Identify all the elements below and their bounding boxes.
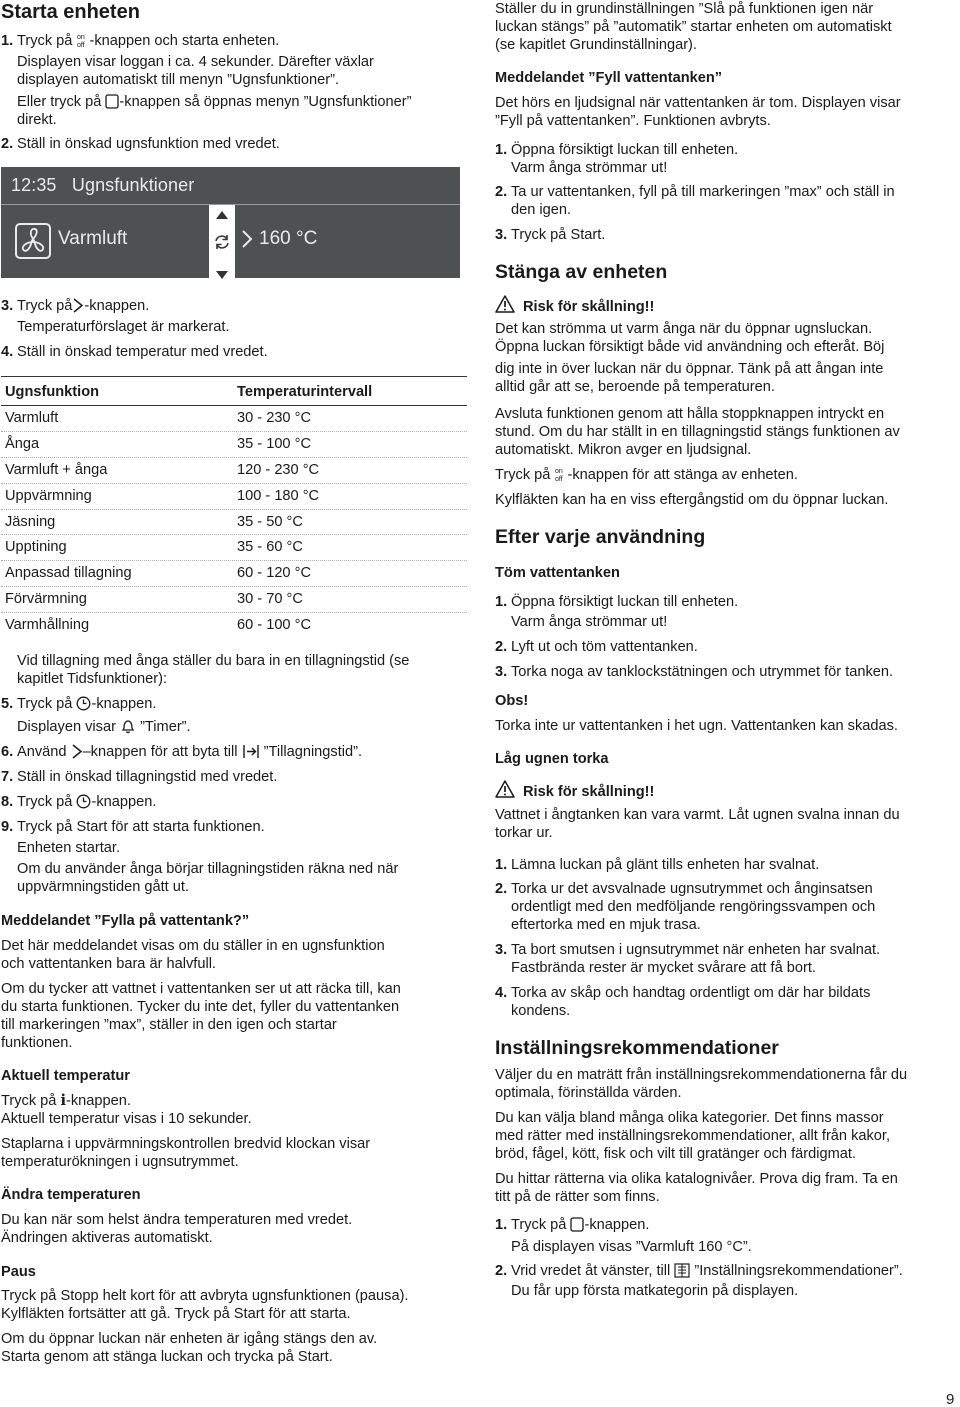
display-temperature: 160 °C: [259, 228, 318, 249]
step-number: 1.: [1, 33, 14, 49]
step-1-line: Eller tryck på -knappen så öppnas menyn ”Ugnsfunktioner”: [17, 93, 411, 114]
svg-text:off: off: [77, 42, 86, 48]
display-temperature-cell[interactable]: [235, 205, 460, 278]
paragraph-line: Det hörs en ljudsignal när vattentanken är tom. Displayen visar: [495, 95, 901, 111]
empty-step-1: 1. Öppna försiktigt luckan till enheten.: [495, 594, 739, 610]
paragraph-line: Vattnet i ångtanken kan vara varmt. Låt ugnen svalna innan du: [495, 807, 900, 823]
svg-text:on: on: [555, 468, 564, 475]
recipe-book-icon: [674, 1263, 690, 1283]
step-5: 5. Tryck på -knappen.: [1, 695, 467, 716]
step-3-line: Temperaturförslaget är markerat.: [17, 319, 230, 335]
paragraph-line: Tryck på Stopp helt kort för att avbryta ugnsfunktionen (pausa).: [1, 1288, 409, 1304]
square-menu-icon: [105, 94, 119, 114]
table-row: Varmluft 30 - 230 °C: [1, 406, 467, 432]
paragraph-line: Väljer du en maträtt från inställningsrekommendationerna får du: [495, 1067, 908, 1083]
empty-step-3: 3. Torka noga av tanklockstätningen och utrymmet för tanken.: [495, 664, 894, 680]
paragraph-line: Tryck på i-knappen.: [1, 1092, 131, 1109]
display-menu-title: Ugnsfunktioner: [71, 175, 195, 195]
paragraph-line: torkar ur.: [495, 825, 553, 841]
step-9: 9. Tryck på Start för att starta funktionen.: [1, 819, 265, 835]
step-9-line: Om du använder ånga börjar tillagningstiden räkna ned när: [17, 861, 399, 877]
paragraph-line: Om du öppnar luckan när enheten är igång stängs den av.: [1, 1331, 378, 1347]
chevron-right-icon: [241, 229, 253, 254]
paragraph-line: Öppna luckan försiktigt både vid användning och efteråt. Böj: [495, 339, 885, 355]
table-row: Ånga 35 - 100 °C: [1, 432, 467, 458]
table-row: Varmhållning 60 - 100 °C: [5, 617, 311, 634]
square-menu-icon: [570, 1217, 584, 1237]
chevron-right-icon: [71, 744, 83, 764]
display-scroll-column[interactable]: [209, 205, 235, 278]
svg-text:on: on: [77, 34, 86, 41]
step-line: Varm ånga strömmar ut!: [511, 160, 668, 176]
clock-icon: [76, 794, 91, 814]
heading-fill-message: Meddelandet ”Fylla på vattentank?”: [1, 913, 250, 929]
paragraph-line: titt på de rätter som finns.: [495, 1189, 660, 1205]
step-line: ordentligt med den medföljande rengöringssvampen och: [511, 899, 876, 915]
paragraph-line: Torka inte ur vattentanken i het ugn. Vattentanken kan skadas.: [495, 718, 898, 734]
heading-current-temperature: Aktuell temperatur: [1, 1068, 130, 1084]
paragraph-line: optimala, förinställda värden.: [495, 1085, 682, 1101]
paragraph-line: Tryck på on off -knappen för att stänga av enheten.: [495, 466, 798, 487]
paragraph-line: stund. Om du har ställt in en tillagningstid stängs funktionen av: [495, 424, 900, 440]
display-header: [11, 174, 194, 196]
step-2: 2. Ställ in önskad ugnsfunktion med vredet.: [1, 136, 280, 152]
paragraph-line: Starta genom att stänga luckan och trycka på Start.: [1, 1349, 333, 1365]
step-1: 1. Tryck på on off -knappen och starta enheten.: [1, 32, 467, 53]
oven-display: [1, 167, 460, 278]
display-function-cell[interactable]: [1, 205, 209, 278]
table-row: Anpassad tillagning 60 - 120 °C: [1, 561, 467, 587]
paragraph-line: Avsluta funktionen genom att hålla stoppknappen intryckt en: [495, 406, 885, 422]
paragraph-line: och vattentanken bara är halvfull.: [1, 956, 216, 972]
section-title-after-use: Efter varje användning: [495, 526, 706, 548]
paragraph-line: Kylfläkten fortsätter att gå. Tryck på Start för att starta.: [1, 1306, 351, 1322]
paragraph-line: Ställer du in grundinställningen ”Slå på funktionen igen när: [495, 1, 874, 17]
step-4: 4. Ställ in önskad temperatur med vredet.: [1, 344, 268, 360]
paragraph-line: Du hittar rätterna via olika katalognivåer. Prova dig fram. Ta en: [495, 1171, 898, 1187]
step-1-line: displayen automatiskt till menyn ”Ugnsfunktioner”.: [17, 72, 340, 88]
table-row: Varmluft + ånga 120 - 230 °C: [1, 458, 467, 484]
fan-icon: [15, 223, 51, 264]
rec-step-2: 2. Vrid vredet åt vänster, till ”Inställningsrekommendationer”.: [495, 1262, 955, 1283]
step-3: 3. Tryck på -knappen.: [1, 297, 467, 318]
paragraph-line: luckan stängs” på ”automatik” startar enheten om automatiskt: [495, 19, 892, 35]
step-9-line: uppvärmningstiden gått ut.: [17, 879, 189, 895]
step-6: 6. Använd –knappen för att byta till ”Tillagningstid”.: [1, 743, 467, 764]
display-function-label: Varmluft: [58, 228, 128, 249]
table-header-cell: Ugnsfunktion: [5, 384, 100, 400]
step-1-line: Displayen visar loggan i ca. 4 sekunder. Därefter växlar: [17, 54, 374, 70]
paragraph-line: Det här meddelandet visas om du ställer in en ugnsfunktion: [1, 938, 385, 954]
display-time: 12:35: [11, 175, 57, 195]
paragraph-line: bröd, fågel, kött, fisk och vilt till gratänger och färdigmat.: [495, 1146, 856, 1162]
clock-icon: [76, 696, 91, 716]
section-title-start: Starta enheten: [1, 1, 140, 23]
fill-step-1: 1. Öppna försiktigt luckan till enheten.: [495, 142, 739, 158]
steam-note: Vid tillagning med ånga ställer du bara in en tillagningstid (se: [17, 653, 410, 669]
step-line: Varm ånga strömmar ut!: [511, 614, 668, 630]
warning-triangle-icon: [495, 780, 515, 803]
paragraph-line: Ändringen aktiveras automatiskt.: [1, 1230, 213, 1246]
paragraph-line: funktionen.: [1, 1035, 73, 1051]
warning-triangle-icon: [495, 295, 515, 318]
paragraph-line: alltid går att se, beroende på temperaturen.: [495, 379, 775, 395]
paragraph-line: Det kan strömma ut varm ånga när du öppnar ugnsluckan.: [495, 321, 873, 337]
svg-text:off: off: [555, 476, 564, 482]
paragraph-line: ”Fyll på vattentanken”. Funktionen avbryts.: [495, 113, 771, 129]
paragraph-line: Staplarna i uppvärmningskontrollen bredvid klockan visar: [1, 1136, 371, 1152]
paragraph-line: Du kan välja bland många olika kategorier. Det finns massor: [495, 1110, 884, 1126]
step-8: 8. Tryck på -knappen.: [1, 793, 467, 814]
paragraph-line: till markeringen ”max”, ställer in den igen och startar: [1, 1017, 337, 1033]
paragraph-line: Om du tycker att vattnet i vattentanken ser ut att räcka till, kan: [1, 981, 401, 997]
step-line: Fastbrända rester är mycket svårare att få bort.: [511, 960, 816, 976]
paragraph-line: du starta funktionen. Tycker du inte det, fyller du vattentanken: [1, 999, 400, 1015]
on-off-icon: [76, 33, 89, 53]
step-line: eftertorka med en mjuk trasa.: [511, 917, 701, 933]
table-row: Jäsning 35 - 50 °C: [1, 510, 467, 536]
paragraph-line: Kylfläkten kan ha en viss eftergångstid om du öppnar luckan.: [495, 492, 889, 508]
heading-let-dry: Låg ugnen torka: [495, 751, 609, 767]
dry-step-4: 4. Torka av skåp och handtag ordentligt om där har bildats: [495, 985, 871, 1001]
dry-step-1: 1. Lämna luckan på glänt tills enheten har svalnat.: [495, 857, 820, 873]
step-line: Du får upp första matkategorin på displayen.: [511, 1283, 799, 1299]
fill-step-3: 3. Tryck på Start.: [495, 227, 606, 243]
step-line: den igen.: [511, 202, 572, 218]
table-row: Uppvärmning 100 - 180 °C: [1, 484, 467, 510]
section-title-recommendations: Inställningsrekommendationer: [495, 1037, 779, 1059]
table-row: Upptining 35 - 60 °C: [1, 535, 467, 561]
step-line: kondens.: [511, 1003, 571, 1019]
paragraph-line: Aktuell temperatur visas i 10 sekunder.: [1, 1111, 252, 1127]
step-7: 7. Ställ in önskad tillagningstid med vredet.: [1, 769, 278, 785]
paragraph-line: automatiskt. Mikron avger en ljudsignal.: [495, 442, 752, 458]
bell-icon: [120, 719, 136, 739]
table-row: Förvärmning 30 - 70 °C: [1, 587, 467, 613]
empty-step-2: 2. Lyft ut och töm vattentanken.: [495, 639, 698, 655]
step-5-line: Displayen visar ”Timer”.: [17, 718, 191, 739]
steam-note: kapitlet Tidsfunktioner):: [17, 671, 168, 687]
chevron-right-icon: [72, 298, 84, 318]
on-off-icon: [554, 467, 567, 487]
table-header: [1, 376, 467, 406]
heading-obs: Obs!: [495, 693, 529, 709]
step-9-line: Enheten startar.: [17, 840, 121, 856]
paragraph-line: Du kan när som helst ändra temperaturen med vredet.: [1, 1212, 353, 1228]
paragraph-line: temperaturökningen i ugnsutrymmet.: [1, 1154, 239, 1170]
scroll-down-icon[interactable]: [215, 267, 229, 285]
cooking-time-icon: [242, 744, 260, 764]
info-icon: i: [60, 1092, 67, 1109]
heading-fill-tank: Meddelandet ”Fyll vattentanken”: [495, 70, 723, 86]
scroll-up-icon[interactable]: [215, 207, 229, 225]
temperature-table: [1, 376, 467, 639]
fill-step-2: 2. Ta ur vattentanken, fyll på till markeringen ”max” och ställ in: [495, 184, 895, 200]
section-title-stop: Stänga av enheten: [495, 261, 668, 283]
paragraph-line: med rätter med inställningsrekommendationer, allt från kakor,: [495, 1128, 891, 1144]
paragraph-line: (se kapitlet Grundinställningar).: [495, 37, 697, 53]
heading-change-temperature: Ändra temperaturen: [1, 1187, 141, 1203]
heading-pause: Paus: [1, 1264, 36, 1280]
table-header-cell: Temperaturintervall: [237, 384, 373, 400]
paragraph-line: dig inte in över luckan när du öppnar. Tänk på att ångan inte: [495, 361, 884, 377]
rec-step-1: 1. Tryck på -knappen.: [495, 1216, 955, 1237]
step-1-line: direkt.: [17, 112, 57, 128]
dry-step-2: 2. Torka ur det avsvalnade ugnsutrymmet och ånginsatsen: [495, 881, 873, 897]
step-line: På displayen visas ”Varmluft 160 °C”.: [511, 1239, 752, 1255]
warning-scald-1: Risk för skållning!!: [495, 295, 654, 318]
dry-step-3: 3. Ta bort smutsen i ugnsutrymmet när enheten har svalnat.: [495, 942, 881, 958]
page-number: 9: [946, 1391, 955, 1407]
rotate-icon: [213, 233, 231, 256]
heading-empty-tank: Töm vattentanken: [495, 565, 620, 581]
warning-scald-2: Risk för skållning!!: [495, 780, 654, 803]
